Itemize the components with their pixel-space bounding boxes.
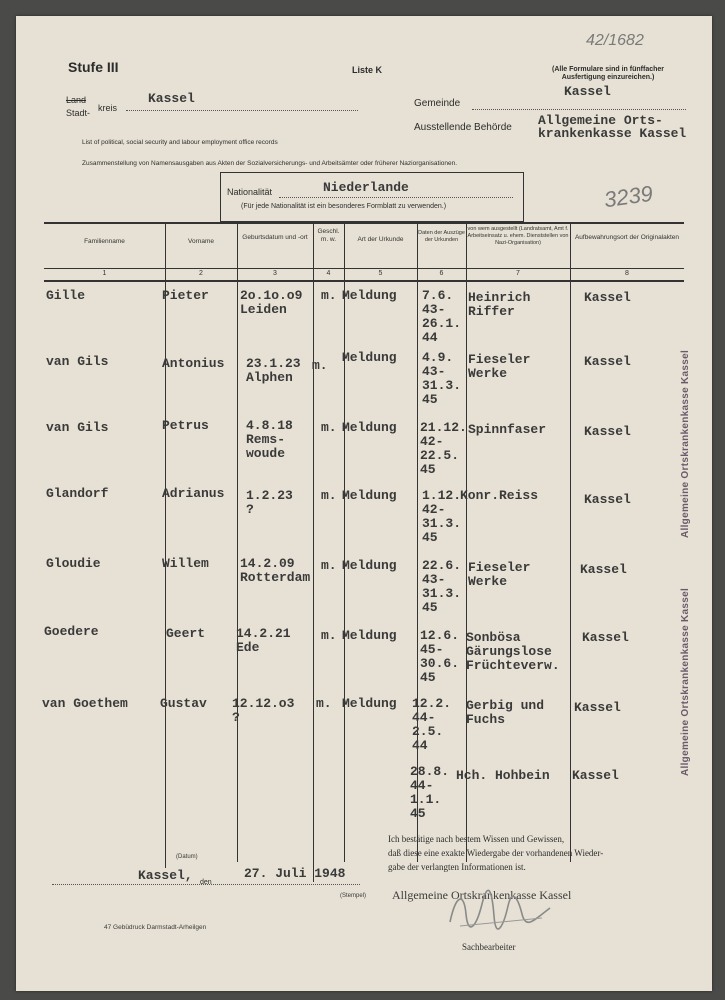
archive-place-cell: Kassel: [584, 354, 631, 369]
column-number-1: 1: [102, 270, 107, 277]
column-header-5: Art der Urkunde: [357, 236, 404, 243]
first-name-cell: Pieter: [162, 288, 209, 303]
printer-imprint: 47 Gebüdruck Darmstadt-Arheilgen: [104, 924, 207, 931]
column-header-4: Geschl. m. w.: [317, 228, 340, 243]
column-number-5: 5: [378, 270, 383, 277]
archive-place-cell: Kassel: [582, 630, 629, 645]
issuer-cell: Sonbösa Gärungslose Früchteverw.: [466, 630, 560, 673]
nationality-value: Niederlande: [323, 180, 409, 195]
nationality-dotted-line: [279, 197, 513, 198]
column-number-6: 6: [439, 270, 444, 277]
footer-place: Kassel,: [138, 868, 193, 883]
first-name-cell: Petrus: [162, 418, 209, 433]
dates-cell: 22.6. 43- 31.3. 45: [422, 558, 462, 615]
sex-cell: m.: [321, 628, 337, 643]
first-name-cell: Willem: [162, 556, 209, 571]
document-type-cell: Meldung: [342, 420, 397, 435]
behoerde-value-2: krankenkasse Kassel: [538, 126, 687, 141]
land-label: Land: [66, 95, 87, 105]
surname-cell: Gloudie: [46, 556, 101, 571]
kreis-value: Kassel: [148, 91, 195, 106]
column-header-8: Aufbewahrungsort der Originalakten: [574, 234, 680, 241]
issuer-cell: Heinrich Riffer: [468, 290, 531, 319]
subtitle-english: List of political, social security and labour employment office records: [82, 139, 278, 146]
sex-cell: m.: [316, 696, 332, 711]
pencil-mark: 3239: [602, 180, 655, 213]
column-number-7: 7: [516, 270, 520, 277]
archive-reference: 42/1682: [586, 32, 644, 49]
column-number-2: 2: [199, 270, 203, 277]
birth-cell: 14.2.21 Ede: [236, 626, 291, 655]
issuer-cell: Hch. Hohbein: [456, 768, 550, 783]
first-name-cell: Gustav: [160, 696, 207, 711]
kreis-dotted-line: [126, 110, 358, 111]
gemeinde-label: Gemeinde: [414, 98, 461, 109]
column-header-7: von wem ausgestellt (Landratsamt, Amt f. Arbeitseinsatz u. ehem. Dienststellen von Nazi-Organisation): [467, 226, 569, 246]
document-type-cell: Meldung: [342, 558, 397, 573]
document-type-cell: Meldung: [342, 488, 397, 503]
nationality-note: (Für jede Nationalität ist ein besonderes Formblatt zu verwenden.): [241, 203, 447, 210]
gemeinde-dotted-line: [472, 109, 686, 110]
behoerde-value-1: Allgemeine Orts-: [538, 113, 663, 128]
liste-label: Liste K: [352, 65, 383, 75]
archive-place-cell: Kassel: [580, 562, 627, 577]
column-number-4: 4: [326, 270, 331, 277]
archive-place-cell: Kassel: [584, 424, 631, 439]
document-type-cell: Meldung: [342, 696, 397, 711]
sex-cell: m.: [321, 288, 337, 303]
document-type-cell: Meldung: [342, 288, 397, 303]
dates-cell: 12.2. 44- 2.5. 44: [412, 696, 452, 753]
confirmation-line-2: daß diese eine exakte Wiedergabe der vorhandenen Wieder-: [388, 848, 604, 858]
sex-cell: m.: [312, 358, 328, 373]
stufe-label: Stufe III: [68, 59, 119, 75]
signature: [446, 884, 556, 934]
office-stamp: Allgemeine Ortskrankenkasse Kassel: [392, 888, 572, 902]
issuer-cell: Fieseler Werke: [468, 560, 531, 589]
col-divider: [466, 222, 467, 862]
birth-cell: 1.2.23 ?: [246, 488, 293, 517]
column-number-3: 3: [273, 270, 277, 277]
document-type-cell: Meldung: [342, 350, 397, 365]
archive-place-cell: Kassel: [584, 492, 631, 507]
sex-cell: m.: [321, 558, 337, 573]
table-header-line: [44, 268, 684, 269]
dates-cell: 1.12. 42- 31.3. 45: [422, 488, 462, 545]
col-divider: [165, 222, 166, 868]
birth-cell: 23.1.23 Alphen: [246, 356, 301, 385]
birth-cell: 14.2.09 Rotterdam: [240, 556, 311, 585]
signature-label: Sachbearbeiter: [462, 942, 516, 952]
column-header-3: Geburtsdatum und -ort: [242, 234, 308, 241]
subtitle-german: Zusammenstellung von Namensausgaben aus Akten der Sozialversicherungs- und Arbeitsämter oder früherer Naziorganisationen.: [82, 160, 458, 167]
surname-cell: Glandorf: [46, 486, 109, 501]
table-number-line: [44, 280, 684, 282]
footer-date: 27. Juli 1948: [244, 866, 346, 881]
birth-cell: 2o.1o.o9 Leiden: [240, 288, 303, 317]
surname-cell: van Goethem: [42, 696, 128, 711]
issuer-cell: Fieseler Werke: [468, 352, 531, 381]
col-divider: [237, 222, 238, 862]
first-name-cell: Geert: [166, 626, 206, 641]
col-divider: [344, 222, 345, 862]
table-top-line: [44, 222, 684, 224]
den-label: den: [200, 879, 212, 886]
document-page: [16, 16, 712, 991]
stadt-label: Stadt-: [66, 108, 91, 118]
sex-cell: m.: [321, 488, 337, 503]
birth-cell: 12.12.o3 ?: [232, 696, 295, 725]
stempel-label: (Stempel): [340, 893, 367, 899]
issuer-cell: Spinnfaser: [468, 422, 547, 437]
kreis-label: kreis: [98, 103, 118, 113]
archive-place-cell: Kassel: [574, 700, 621, 715]
column-header-6: Daten der Auszüge der Urkunden: [418, 230, 465, 243]
birth-cell: 4.8.18 Rems- woude: [246, 418, 293, 461]
issuer-cell: Konr.Reiss: [460, 488, 539, 503]
nationality-box: [220, 172, 524, 222]
dates-cell: 12.6. 45- 30.6. 45: [420, 628, 460, 685]
confirmation-line-3: gabe der verlangten Informationen ist.: [388, 862, 526, 872]
surname-cell: Goedere: [44, 624, 99, 639]
first-name-cell: Antonius: [162, 356, 225, 371]
col-divider: [570, 222, 571, 862]
surname-cell: Gille: [46, 288, 86, 303]
dates-cell: 21.12. 42- 22.5. 45: [420, 420, 467, 477]
gemeinde-value: Kassel: [564, 84, 611, 99]
first-name-cell: Adrianus: [162, 486, 225, 501]
column-header-2: Vorname: [187, 238, 215, 245]
surname-cell: van Gils: [46, 354, 109, 369]
issuer-cell: Gerbig und Fuchs: [466, 698, 545, 727]
column-header-1: Familienname: [84, 238, 125, 245]
form-note: (Alle Formulare sind in fünffacher Ausfertigung einzureichen.): [551, 66, 664, 81]
surname-cell: van Gils: [46, 420, 109, 435]
dates-cell: 7.6. 43- 26.1. 44: [422, 288, 462, 345]
confirmation-line-1: Ich bestätige nach bestem Wissen und Gewissen,: [388, 834, 565, 844]
document-type-cell: Meldung: [342, 628, 397, 643]
datum-label: (Datum): [176, 854, 198, 860]
dates-cell: 4.9. 43- 31.3. 45: [422, 350, 462, 407]
sex-cell: m.: [321, 420, 337, 435]
column-number-8: 8: [625, 270, 629, 277]
col-divider: [313, 222, 314, 882]
date-dotted-line: [52, 884, 360, 885]
side-stamp-1: Allgemeine Ortskrankenkasse Kassel: [680, 349, 691, 538]
archive-place-cell: Kassel: [584, 290, 631, 305]
dates-cell: 28.8. 44- 1.1. 45: [410, 764, 450, 821]
archive-place-cell: Kassel: [572, 768, 619, 783]
nationality-label: Nationalität: [227, 187, 273, 197]
side-stamp-2: Allgemeine Ortskrankenkasse Kassel: [680, 587, 691, 776]
behoerde-label: Ausstellende Behörde: [414, 122, 512, 133]
